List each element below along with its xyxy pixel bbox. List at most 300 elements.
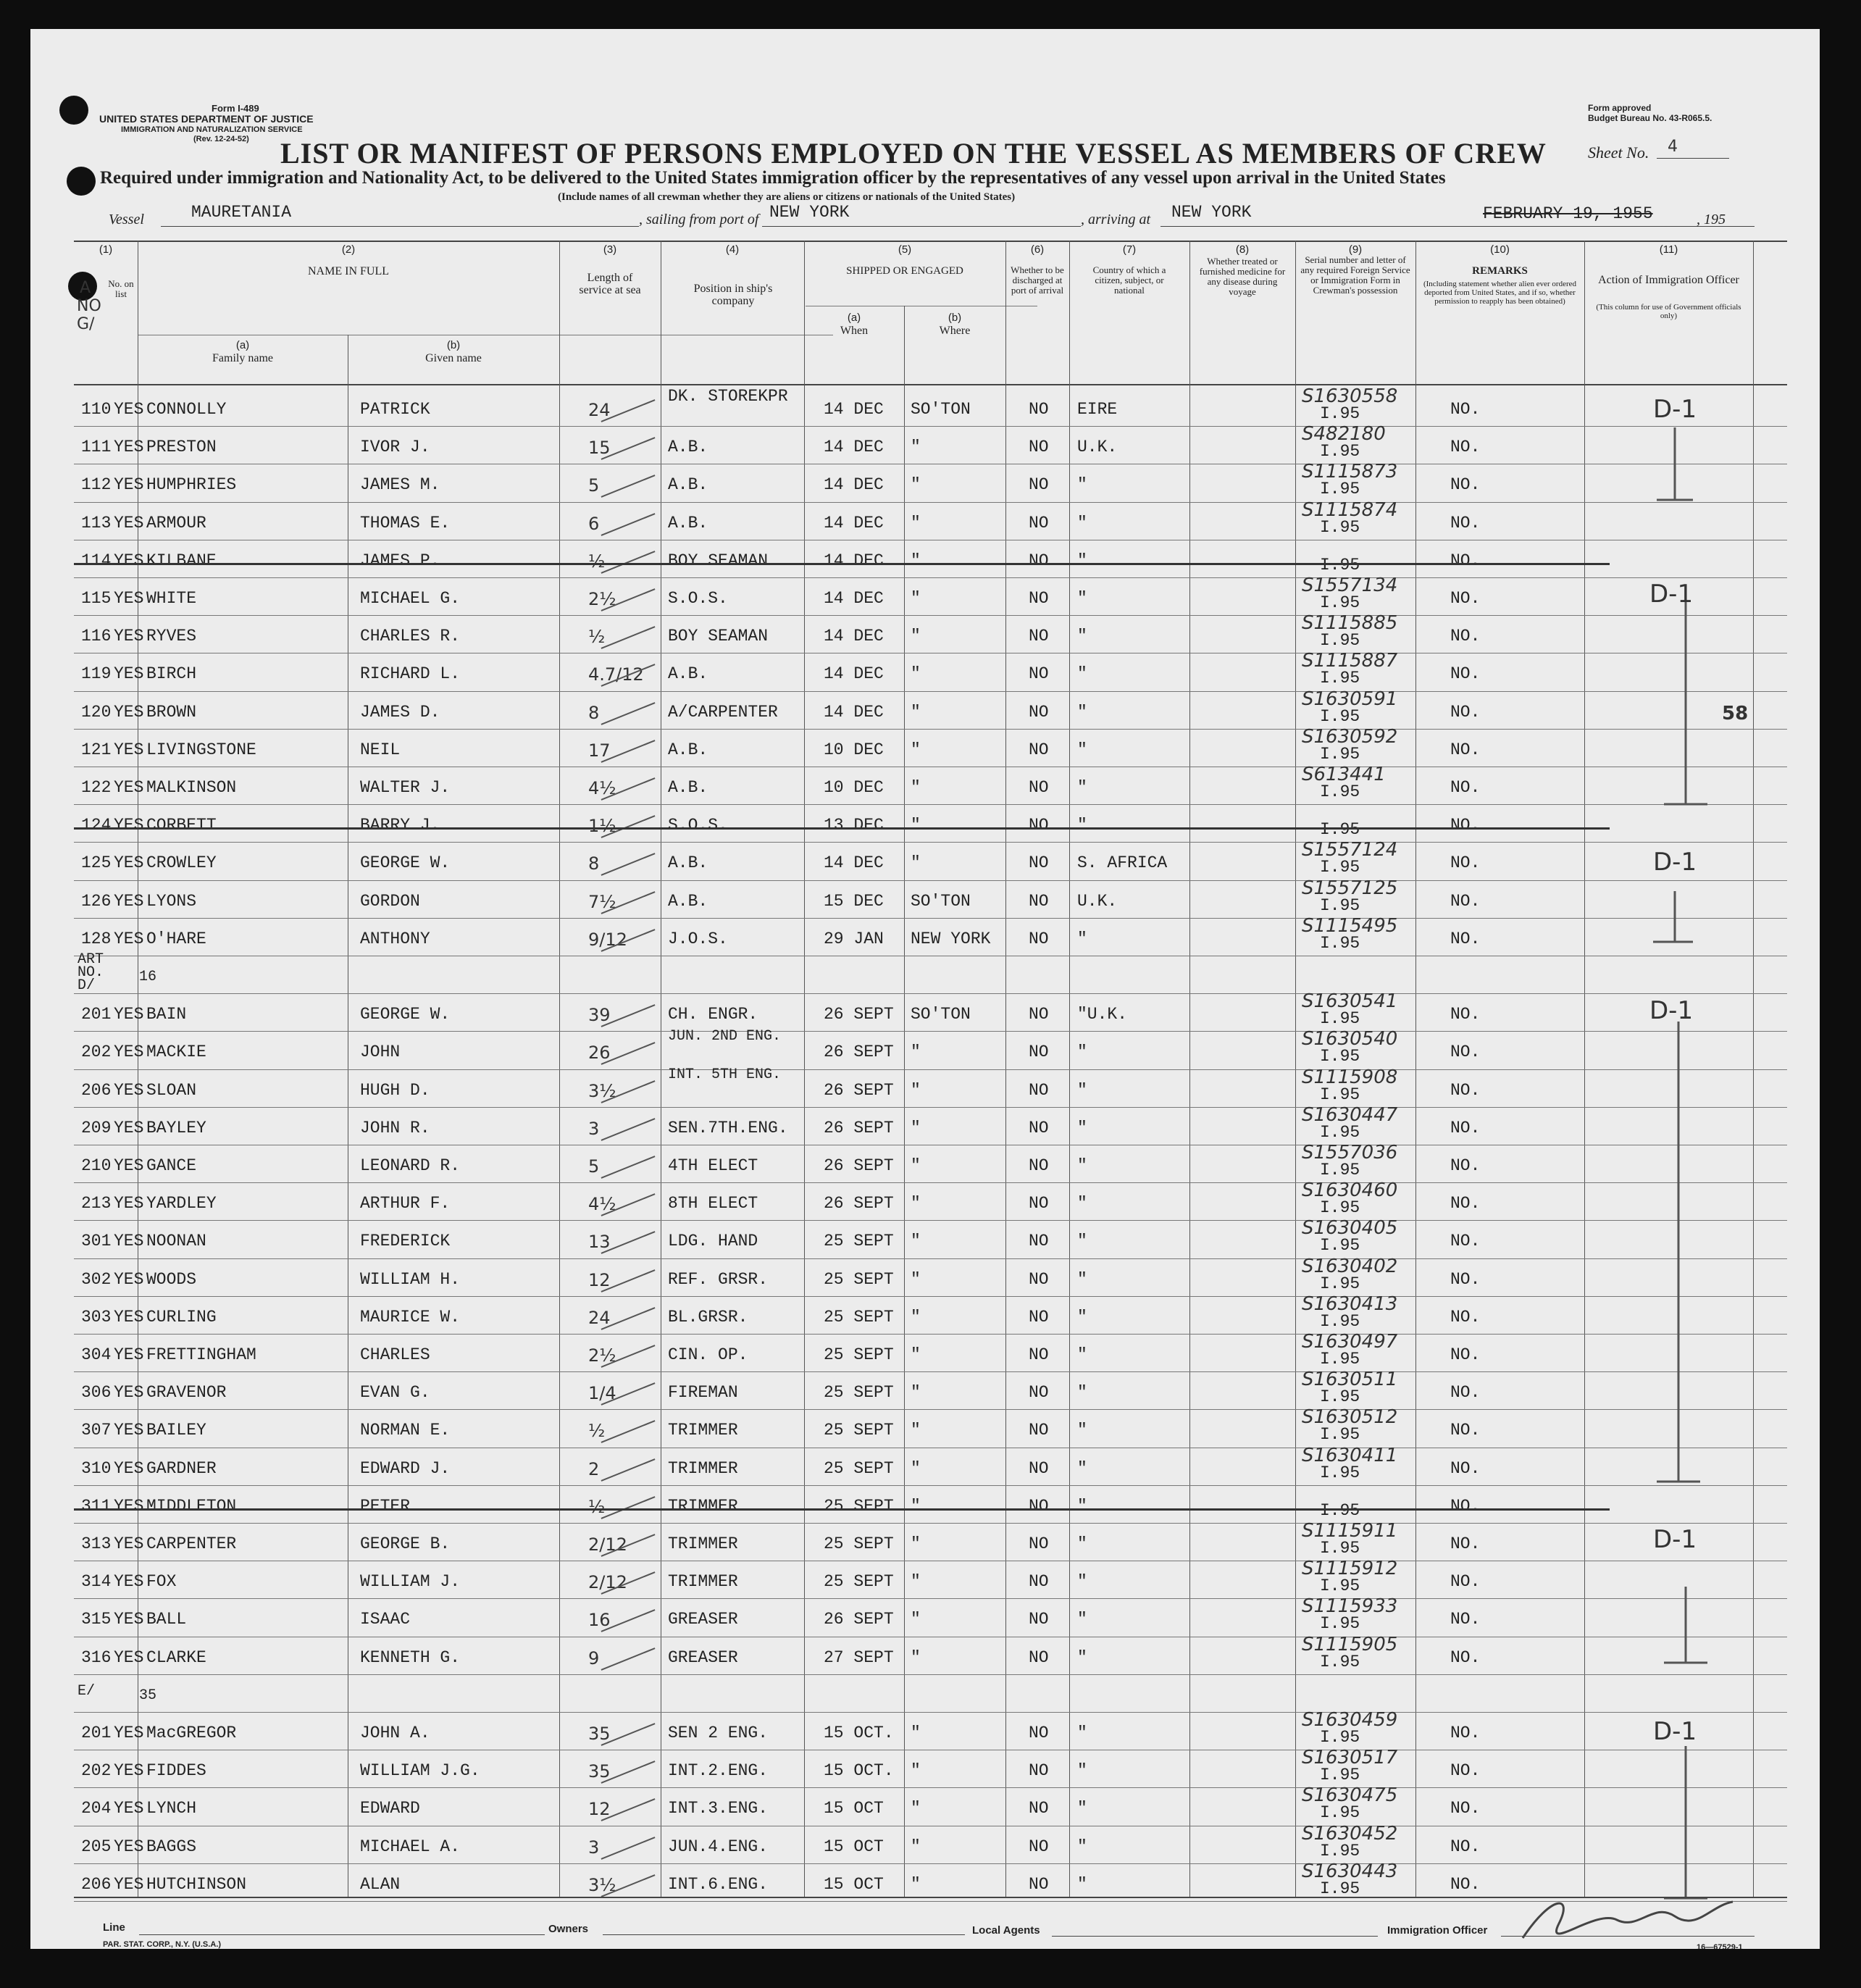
cell-given: MAURICE W. [360,1308,461,1327]
cell-yes: YES [114,930,144,948]
margin-a: A [80,279,91,297]
cell-length: 3½ [588,1081,616,1101]
cell-remarks: NO. [1450,1572,1481,1591]
cell-serial: S1115912 [1302,1558,1398,1579]
cell-country: " [1077,703,1087,722]
cell-position: TRIMMER [668,1572,738,1591]
cell-disch: NO [1029,1081,1049,1100]
col-5-number: (5) [898,243,912,256]
cell-remarks: NO. [1450,1497,1481,1516]
port-from: NEW YORK [769,203,850,222]
cell-where: " [911,778,921,797]
cell-given: BARRY J. [360,816,440,835]
cell-family: HUTCHINSON [146,1875,247,1894]
cell-when: 14 DEC [824,664,884,683]
cell-disch: NO [1029,1270,1049,1289]
cell-serial: S1630512 [1302,1406,1398,1428]
cell-disch: NO [1029,892,1049,911]
side-number: 58 [1722,703,1749,724]
cell-serial: S1630411 [1302,1445,1398,1466]
cell-when: 26 SEPT [824,1156,894,1175]
cell-where: SO'TON [911,400,971,419]
cell-remarks: NO. [1450,1875,1481,1894]
cell-country: " [1077,816,1087,835]
length-check-mark [601,1118,656,1141]
manifest-sheet [30,29,1820,1949]
cell-serial: S1115885 [1302,612,1398,634]
cell-length: 4½ [588,1194,616,1214]
cell-remarks: NO. [1450,703,1481,722]
cell-no: 311 [81,1497,112,1516]
punch-hole [67,167,96,196]
cell-serial: S1630511 [1302,1369,1398,1390]
required-statement: Required under immigration and Nationality Act, to be delivered to the United States immigration officer by the representatives of any vessel upon arrival in the United States [100,168,1446,188]
cell-disch: NO [1029,1232,1049,1250]
footer-officer-label: Immigration Officer [1387,1924,1488,1937]
cell-yes: YES [114,664,144,683]
col-1-number: (1) [99,243,113,256]
cell-where: " [911,1724,921,1742]
cell-country: " [1077,551,1087,570]
cell-form: I.95 [1320,1539,1360,1558]
cell-length: 1/4 [588,1383,616,1403]
cell-where: " [911,1119,921,1137]
cell-form: I.95 [1320,1879,1360,1898]
cell-given: NORMAN E. [360,1421,451,1440]
cell-where: " [911,1837,921,1856]
cell-no: 110 [81,400,112,419]
col-5a-number: (a) [847,312,861,324]
cell-disch: NO [1029,1345,1049,1364]
cell-country: " [1077,1761,1087,1780]
cell-country: " [1077,1194,1087,1213]
cell-length: 4.7/12 [588,664,644,685]
cell-family: BROWN [146,703,197,722]
cell-form: I.95 [1320,1312,1360,1331]
cell-when: 10 DEC [824,778,884,797]
cell-form: I.95 [1320,934,1360,953]
cell-remarks: NO. [1450,475,1481,494]
cell-disch: NO [1029,1005,1049,1024]
cell-when: 15 OCT. [824,1761,894,1780]
cell-yes: YES [114,1572,144,1591]
cell-country: " [1077,1119,1087,1137]
cell-disch: NO [1029,930,1049,948]
printer-mark: PAR. STAT. CORP., N.Y. (U.S.A.) [103,1940,221,1949]
cell-position: S.O.S. [668,589,728,608]
cell-when: 13 DEC [824,816,884,835]
vessel-label: Vessel [109,212,144,227]
cell-family: LYONS [146,892,197,911]
cell-no: 119 [81,664,112,683]
year-suffix: , 195 [1697,212,1726,227]
cell-given: THOMAS E. [360,514,451,532]
cell-country: " [1077,1572,1087,1591]
approval-line-2: Budget Bureau No. 43-R065.5. [1588,113,1712,123]
cell-country: " [1077,475,1087,494]
cell-when: 25 SEPT [824,1308,894,1327]
cell-given: GEORGE W. [360,1005,451,1024]
cell-given: ARTHUR F. [360,1194,451,1213]
col-3-header: Length of service at sea [579,272,641,296]
cell-serial: S613441 [1302,764,1386,785]
cell-remarks: NO. [1450,892,1481,911]
cell-position: CIN. OP. [668,1345,748,1364]
col-1-header: No. on list [108,278,134,299]
cell-remarks: NO. [1450,740,1481,759]
cell-disch: NO [1029,1648,1049,1667]
cell-remarks: NO. [1450,1232,1481,1250]
cell-where: " [911,1043,921,1061]
footer-line-label: Line [103,1921,125,1934]
cell-position: BOY SEAMAN [668,551,769,570]
action-bracket [1657,1022,1700,1482]
action-mark: D-1 [1653,848,1697,877]
cell-country: " [1077,1648,1087,1667]
cell-no: 201 [81,1724,112,1742]
col-6-number: (6) [1030,243,1045,256]
cell-when: 15 DEC [824,892,884,911]
cell-yes: YES [114,1534,144,1553]
action-bracket [1653,891,1693,942]
cell-country: "U.K. [1077,1005,1128,1024]
cell-disch: NO [1029,1761,1049,1780]
cell-where: " [911,1232,921,1250]
cell-given: JAMES D. [360,703,440,722]
cell-length: 24 [588,1308,611,1328]
cell-length: 3½ [588,1875,616,1895]
cell-length: 9/12 [588,930,627,950]
cell-length: 2/12 [588,1534,627,1555]
cell-family: MACKIE [146,1043,206,1061]
cell-length: 35 [588,1761,611,1782]
cell-yes: YES [114,1497,144,1516]
cell-form: I.95 [1320,858,1360,877]
col-8-number: (8) [1235,243,1250,256]
cell-where: " [911,551,921,570]
cell-no: 113 [81,514,112,532]
cell-where: " [911,1081,921,1100]
cell-country: " [1077,1534,1087,1553]
cell-disch: NO [1029,1534,1049,1553]
cell-length: 2½ [588,589,616,609]
cell-no: 213 [81,1194,112,1213]
cell-no: 116 [81,627,112,646]
col-10-header: REMARKS [1472,265,1528,277]
cell-disch: NO [1029,1459,1049,1478]
cell-yes: YES [114,1648,144,1667]
cell-serial: S1630443 [1302,1860,1398,1882]
cell-serial: S1630558 [1302,385,1398,407]
section-label: D/ [78,977,96,994]
cell-family: LIVINGSTONE [146,740,256,759]
cell-family: RYVES [146,627,197,646]
form-code: 16—67529-1 [1697,1943,1743,1949]
cell-no: 122 [81,778,112,797]
cell-remarks: NO. [1450,1799,1481,1818]
cell-disch: NO [1029,1194,1049,1213]
cell-no: 126 [81,892,112,911]
cell-serial: S1630517 [1302,1747,1398,1768]
action-mark: D-1 [1653,1525,1697,1554]
cell-yes: YES [114,627,144,646]
cell-position: DK. STOREKPR [668,387,788,406]
cell-where: " [911,1875,921,1894]
cell-form: I.95 [1320,820,1360,839]
col-9-header: Serial number and letter of any required Foreign Service or Immigration Form in Crewman's possession [1300,254,1410,296]
cell-family: PRESTON [146,438,217,456]
cell-when: 26 SEPT [824,1081,894,1100]
cell-serial: S1630405 [1302,1217,1398,1239]
cell-given: NEIL [360,740,401,759]
cell-form: I.95 [1320,518,1360,537]
cell-remarks: NO. [1450,1648,1481,1667]
cell-country: S. AFRICA [1077,853,1168,872]
cell-remarks: NO. [1450,1005,1481,1024]
cell-no: 303 [81,1308,112,1327]
include-note: (Include names of all crewman whether they are aliens or citizens or nationals of the United States) [558,191,1016,203]
col-2b-header: Given name [425,352,482,364]
cell-no: 306 [81,1383,112,1402]
cell-remarks: NO. [1450,816,1481,835]
cell-serial: S482180 [1302,423,1386,445]
margin-g: G/ [77,315,95,333]
length-check-mark [601,853,656,876]
cell-disch: NO [1029,627,1049,646]
cell-serial: S1115933 [1302,1595,1398,1617]
cell-yes: YES [114,438,144,456]
cell-disch: NO [1029,664,1049,683]
cell-family: BAYLEY [146,1119,206,1137]
cell-yes: YES [114,1119,144,1137]
cell-given: WALTER J. [360,778,451,797]
cell-serial: S1630541 [1302,990,1398,1012]
cell-when: 14 DEC [824,589,884,608]
cell-where: " [911,1345,921,1364]
cell-no: 209 [81,1119,112,1137]
cell-family: BAIN [146,1005,187,1024]
cell-position: S.O.S. [668,816,728,835]
cell-yes: YES [114,1081,144,1100]
cell-when: 15 OCT. [824,1724,894,1742]
cell-given: JAMES M. [360,475,440,494]
cell-no: 210 [81,1156,112,1175]
cell-family: YARDLEY [146,1194,217,1213]
cell-position: GREASER [668,1648,738,1667]
cell-where: " [911,1156,921,1175]
cell-yes: YES [114,892,144,911]
cell-serial: S1630460 [1302,1179,1398,1201]
cell-remarks: NO. [1450,1610,1481,1629]
cell-where: " [911,1761,921,1780]
cell-position: BL.GRSR. [668,1308,748,1327]
cell-where: " [911,816,921,835]
cell-yes: YES [114,1421,144,1440]
cell-given: CHARLES R. [360,627,461,646]
cell-country: EIRE [1077,400,1118,419]
strike-through-line [74,1508,1610,1511]
cell-length: 39 [588,1005,611,1025]
cell-length: 16 [588,1610,611,1630]
cell-where: " [911,1497,921,1516]
cell-country: " [1077,1345,1087,1364]
port-to: NEW YORK [1171,203,1252,222]
cell-where: NEW YORK [911,930,991,948]
cell-remarks: NO. [1450,664,1481,683]
cell-form: I.95 [1320,669,1360,688]
cell-remarks: NO. [1450,1459,1481,1478]
cell-position: A.B. [668,892,708,911]
cell-when: 27 SEPT [824,1648,894,1667]
cell-form: I.95 [1320,1463,1360,1482]
cell-country: " [1077,1270,1087,1289]
cell-length: 9 [588,1648,600,1668]
cell-country: " [1077,1081,1087,1100]
cell-family: NOONAN [146,1232,206,1250]
cell-serial: S1115874 [1302,499,1398,521]
length-check-mark [601,551,656,574]
cell-form: I.95 [1320,707,1360,726]
action-bracket [1664,1746,1707,1898]
cell-family: FIDDES [146,1761,206,1780]
cell-form: I.95 [1320,631,1360,650]
cell-country: " [1077,740,1087,759]
cell-disch: NO [1029,1156,1049,1175]
cell-when: 25 SEPT [824,1497,894,1516]
cell-form: I.95 [1320,1085,1360,1104]
cell-when: 14 DEC [824,627,884,646]
cell-family: LYNCH [146,1799,197,1818]
cell-serial: S1557134 [1302,575,1398,596]
cell-remarks: NO. [1450,1724,1481,1742]
cell-where: " [911,589,921,608]
cell-form: I.95 [1320,1047,1360,1066]
cell-yes: YES [114,589,144,608]
cell-remarks: NO. [1450,1156,1481,1175]
cell-position: INT.2.ENG. [668,1761,769,1780]
cell-form: I.95 [1320,1123,1360,1142]
cell-family: WHITE [146,589,197,608]
cell-remarks: NO. [1450,1308,1481,1327]
cell-position: A.B. [668,664,708,683]
cell-given: EDWARD [360,1799,420,1818]
cell-when: 26 SEPT [824,1194,894,1213]
cell-position: JUN.4.ENG. [668,1837,769,1856]
col-10-number: (10) [1490,243,1510,256]
cell-when: 26 SEPT [824,1043,894,1061]
cell-position: TRIMMER [668,1459,738,1478]
cell-yes: YES [114,740,144,759]
cell-family: BALL [146,1610,187,1629]
cell-family: CORBETT [146,816,217,835]
cell-disch: NO [1029,703,1049,722]
cell-disch: NO [1029,853,1049,872]
cell-family: WOODS [146,1270,197,1289]
cell-no: 201 [81,1005,112,1024]
cell-disch: NO [1029,400,1049,419]
cell-length: 12 [588,1799,611,1819]
cell-where: " [911,664,921,683]
cell-yes: YES [114,816,144,835]
col-5a-header: When [840,325,869,337]
cell-serial: S1630540 [1302,1028,1398,1050]
cell-form: I.95 [1320,593,1360,612]
cell-country: " [1077,1837,1087,1856]
cell-when: 25 SEPT [824,1345,894,1364]
cell-family: BIRCH [146,664,197,683]
cell-position: 8TH ELECT [668,1194,758,1213]
cell-position: TRIMMER [668,1421,738,1440]
cell-where: " [911,853,921,872]
cell-remarks: NO. [1450,551,1481,570]
cell-form: I.95 [1320,1198,1360,1217]
cell-length: 7½ [588,892,616,912]
cell-no: 206 [81,1081,112,1100]
cell-no: 112 [81,475,112,494]
cell-country: " [1077,1308,1087,1327]
cell-position: A.B. [668,853,708,872]
section-label: E/ [78,1683,96,1700]
cell-yes: YES [114,1837,144,1856]
cell-form: I.95 [1320,782,1360,801]
action-mark: D-1 [1653,395,1697,424]
cell-yes: YES [114,1761,144,1780]
cell-given: CHARLES [360,1345,430,1364]
cell-where: " [911,1610,921,1629]
cell-remarks: NO. [1450,1270,1481,1289]
cell-yes: YES [114,1232,144,1250]
length-check-mark [601,1837,656,1860]
col-4-header: Position in ship's company [693,283,773,307]
cell-when: 10 DEC [824,740,884,759]
cell-remarks: NO. [1450,1383,1481,1402]
cell-position: INT. 5TH ENG. [668,1066,782,1083]
cell-no: 202 [81,1043,112,1061]
cell-disch: NO [1029,514,1049,532]
cell-country: " [1077,1421,1087,1440]
cell-form: I.95 [1320,480,1360,498]
cell-given: WILLIAM H. [360,1270,461,1289]
cell-family: HUMPHRIES [146,475,237,494]
cell-where: " [911,740,921,759]
cell-form: I.95 [1320,1803,1360,1822]
cell-position: A.B. [668,475,708,494]
cell-given: HUGH D. [360,1081,430,1100]
action-bracket [1664,601,1707,804]
cell-when: 25 SEPT [824,1534,894,1553]
cell-when: 15 OCT [824,1875,884,1894]
cell-country: " [1077,514,1087,532]
cell-when: 14 DEC [824,514,884,532]
cell-yes: YES [114,778,144,797]
cell-no: 114 [81,551,112,570]
col-9-number: (9) [1348,243,1363,256]
cell-yes: YES [114,514,144,532]
cell-when: 26 SEPT [824,1005,894,1024]
cell-given: JAMES P. [360,551,440,570]
cell-country: " [1077,627,1087,646]
cell-disch: NO [1029,1837,1049,1856]
cell-no: 307 [81,1421,112,1440]
length-check-mark [601,475,656,498]
col-2-header: NAME IN FULL [308,265,389,277]
cell-when: 25 SEPT [824,1232,894,1250]
cell-yes: YES [114,703,144,722]
cell-position: TRIMMER [668,1497,738,1516]
cell-serial: S1557036 [1302,1142,1398,1164]
cell-no: 315 [81,1610,112,1629]
cell-serial: S1630452 [1302,1823,1398,1845]
